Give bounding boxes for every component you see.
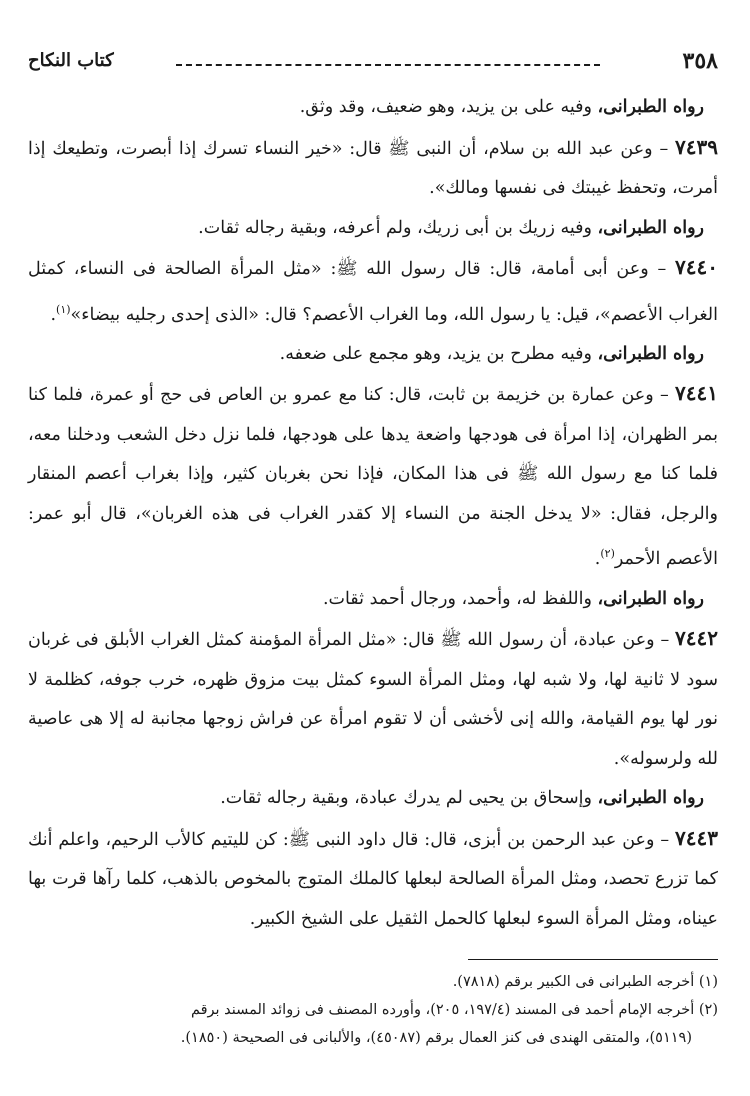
hadith-7443: ٧٤٤٣ – وعن عبد الرحمن بن أبزى، قال: قال داود النبى ﷺ: كن لليتيم كالأب الرحيم، واعلم أنك كما تزرع تحصد، ومثل المرأة الصالحة لبعلها كالملك المتوج بالمخوص بالذهب، كلما رآها قرت بها عيناه، ومثل المرأة السوء لبعلها كالحمل الثقيل على الشيخ الكبير. <box>28 825 718 929</box>
hadith-number: ٧٤٤٢ <box>675 626 718 651</box>
hadith-7442: ٧٤٤٢ – وعن عبادة، أن رسول الله ﷺ قال: «مثل المرأة المؤمنة كمثل الغراب الأبلق فى غربان سود لا ثانية لها، ولا شبه لها، ومثل المرأة السوء كمثل بيت مزوق ظهره، خرب جوفه، كظلمة لا نور لها يوم القيامة، والله إنى لأخشى أن لا تقوم امرأة عن فراش زوجها مجانبة له إلا هى عاصية لله ولرسوله». <box>28 626 718 769</box>
narration-note: رواه الطبرانى، وإسحاق بن يحيى لم يدرك عبادة، وبقية رجاله ثقات. <box>220 788 704 809</box>
hadith-number: ٧٤٤٠ <box>675 255 718 279</box>
hadith-number: ٧٤٤١ <box>675 381 718 406</box>
narration-note: رواه الطبرانى، وفيه على بن يزيد، وهو ضعيف، وقد وثق. <box>299 97 704 117</box>
page-header <box>28 40 718 80</box>
hadith-number: ٧٤٣٩ <box>675 134 718 159</box>
hadith-7441: ٧٤٤١ – وعن عمارة بن خزيمة بن ثابت، قال: كنا مع عمرو بن العاص فى حج أو عمرة، فلما كنا بمر الظهران، إذا امرأة فى هودجها واضعة يدها على هودجها، فلما نزل دخل الشعب ودخلنا معه، فلما كنا مع رسول الله ﷺ فى هذا المكان، فإذا نحن بغربان كثير، وإذا بغراب أعصم المنقار والرجل، فقال: «لا يدخل الجنة من النساء إلا كقدر الغراب فى هذه الغربان»، قال أبو عمر: الأعصم الأحمر$^{(٢)}$. <box>28 381 718 570</box>
header-dashed-rule <box>176 64 600 66</box>
footnote-2-continued: (٥١١٩)، والمتقى الهندى فى كنز العمال برقم (٤٥٠٨٧)، والألبانى فى الصحيحة (١٨٥٠). <box>180 1030 692 1047</box>
footnote-divider <box>468 959 718 960</box>
narration-note: رواه الطبرانى، واللفظ له، وأحمد، ورجال أحمد ثقات. <box>322 588 704 609</box>
hadith-number: ٧٤٤٣ <box>675 825 718 850</box>
narration-note: رواه الطبرانى، وفيه زريك بن أبى زريك، ولم أعرفه، وبقية رجاله ثقات. <box>198 217 704 238</box>
footnotes <box>28 968 718 1052</box>
footnote-2: (٢) أخرجه الإمام أحمد فى المسند (١٩٧/٤، ٢٠٥)، وأورده المصنف فى زوائد المسند برقم <box>190 1002 718 1019</box>
book-title: كتاب النكاح <box>28 50 114 71</box>
page-body <box>28 88 718 939</box>
footnote-ref: (٢) <box>600 547 615 561</box>
footnote-ref: (١) <box>56 302 71 316</box>
book-page <box>28 40 718 1080</box>
page-number: ٣٥٨ <box>682 48 718 74</box>
narration-note: رواه الطبرانى، وفيه مطرح بن يزيد، وهو مجمع على ضعفه. <box>279 343 704 364</box>
hadith-7439: ٧٤٣٩ – وعن عبد الله بن سلام، أن النبى ﷺ قال: «خير النساء تسرك إذا أبصرت، وتطيعك إذا أمرت، وتحفظ غيبتك فى نفسها ومالك». <box>28 134 718 198</box>
footnote-1: (١) أخرجه الطبرانى فى الكبير برقم (٧٨١٨). <box>452 974 718 991</box>
hadith-7440: ٧٤٤٠ – وعن أبى أمامة، قال: قال رسول الله ﷺ: «مثل المرأة الصالحة فى النساء، كمثل الغراب الأعصم»، قيل: يا رسول الله، وما الغراب الأعصم؟ قال: «الذى إحدى رجليه بيضاء»$^{(١)}$. <box>28 255 718 325</box>
